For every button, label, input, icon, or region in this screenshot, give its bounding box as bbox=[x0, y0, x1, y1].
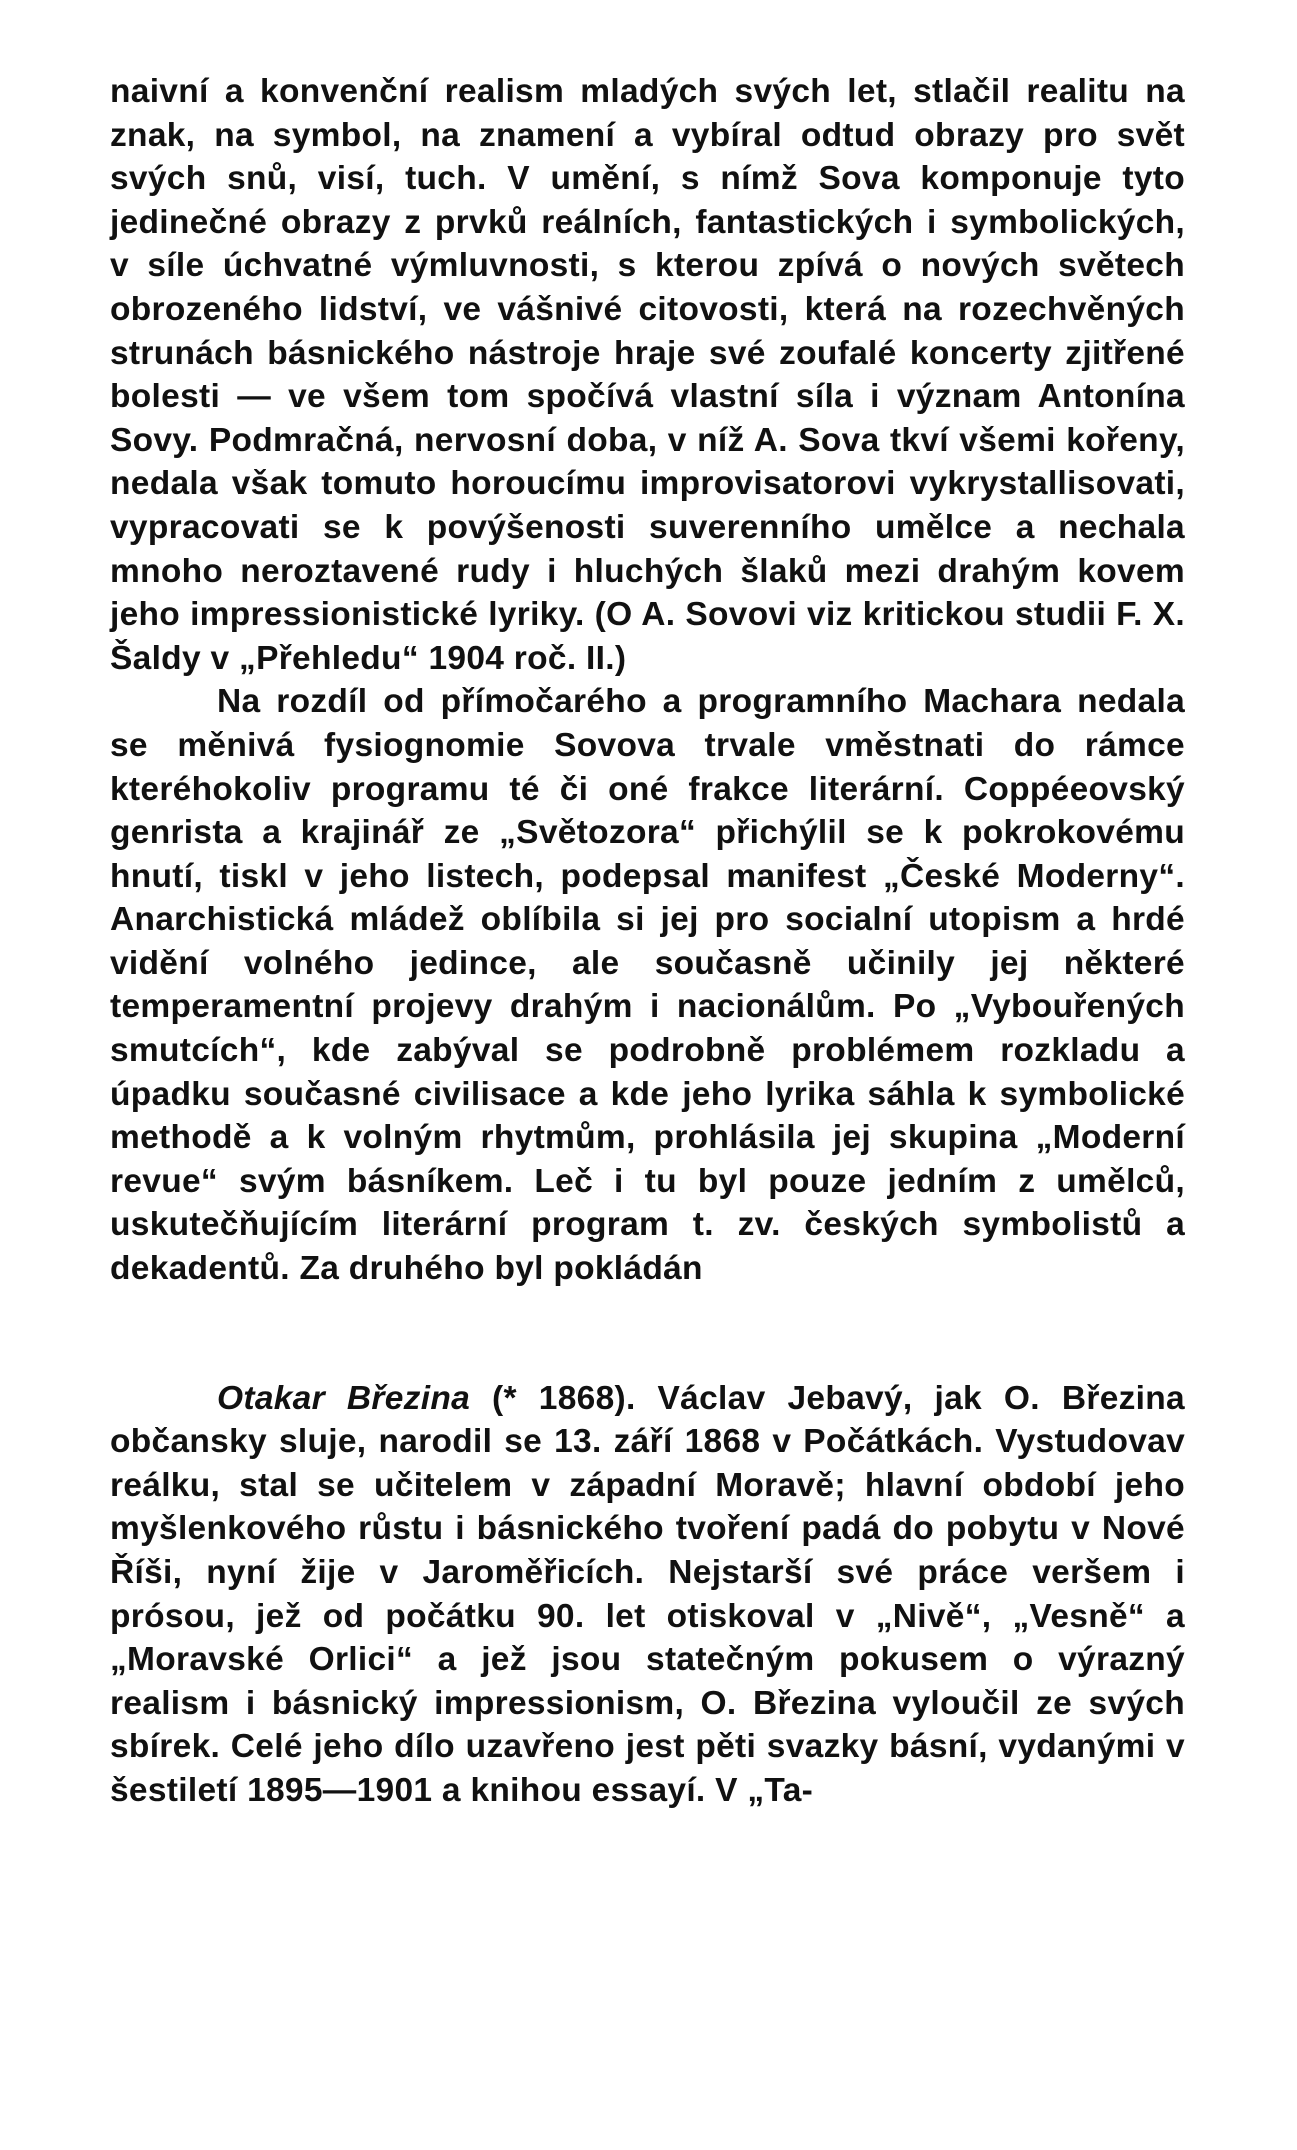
paragraph-brezina-text: (* 1868). Václav Jebavý, jak O. Březina občansky sluje, narodil se 13. září 1868 v Počátkách. Vystudovav reálku, stal se učitelem v západní Moravě; hlavní období jeho myšlenkového růstu i básnického tvoření padá do pobytu v Nové Říši, nyní žije v Jaroměřicích. Nejstarší své práce veršem i prósou, jež od počátku 90. let otiskoval v „Nivě“, „Vesně“ a „Moravské Orlici“ a jež jsou statečným pokusem o výrazný realism i básnický impressionism, O. Březina vyloučil ze svých sbírek. Celé jeho dílo uzavřeno jest pěti svazky básní, vydanými v šestiletí 1895—1901 a knihou essayí. V „Ta- bbox=[110, 1379, 1185, 1809]
paragraph-sova-conclusion: naivní a konvenční realism mladých svých let, stlačil realitu na znak, na symbol, na znamení a vybíral odtud obrazy pro svět svých snů, visí, tuch. V umění, s nímž Sova komponuje tyto jedinečné obrazy z prvků reálních, fantastických i symbolických, v síle úchvatné výmluvnosti, s kterou zpívá o nových světech obrozeného lidství, ve vášnivé citovosti, která na rozechvěných strunách básnického nástroje hraje své zoufalé koncerty zjitřené bolesti — ve všem tom spočívá vlastní síla i význam Antonína Sovy. Podmračná, nervosní doba, v níž A. Sova tkví všemi kořeny, nedala však tomuto horoucímu improvisatorovi vykrystallisovati, vypracovati se k povýšenosti suverenního umělce a nechala mnoho neroztavené rudy i hluchých šlaků mezi drahým kovem jeho impressionistické lyriky. (O A. Sovovi viz kritickou studii F. X. Šaldy v „Přehledu“ 1904 roč. II.) bbox=[110, 73, 1185, 677]
paragraph-brezina-intro bbox=[110, 1377, 1185, 1813]
author-name-brezina: Otakar Březina bbox=[217, 1379, 471, 1417]
paragraph-sova-programs: Na rozdíl od přímočarého a programního Machara nedala se měnivá fysiognomie Sovova trvale vměstnati do rámce kteréhokoliv programu té či oné frakce literární. Coppéeovský genrista a krajinář ze „Světozora“ přichýlil se k pokrokovému hnutí, tiskl v jeho listech, podepsal manifest „České Moderny“. Anarchistická mládež oblíbila si jej pro socialní utopism a hrdé vidění volného jedince, ale současně učinily jej některé temperamentní projevy drahým i nacionálům. Po „Vybouřených smutcích“, kde zabýval se podrobně problémem rozkladu a úpadku současné civilisace a kde jeho lyrika sáhla k symbolické methodě a k volným rhytmům, prohlásila jej skupina „Moderní revue“ svým básníkem. Leč i tu byl pouze jedním z umělců, uskutečňujícím literární program t. zv. českých symbolistů a dekadentů. Za druhého byl pokládán bbox=[110, 683, 1185, 1288]
document-page bbox=[110, 70, 1185, 1813]
